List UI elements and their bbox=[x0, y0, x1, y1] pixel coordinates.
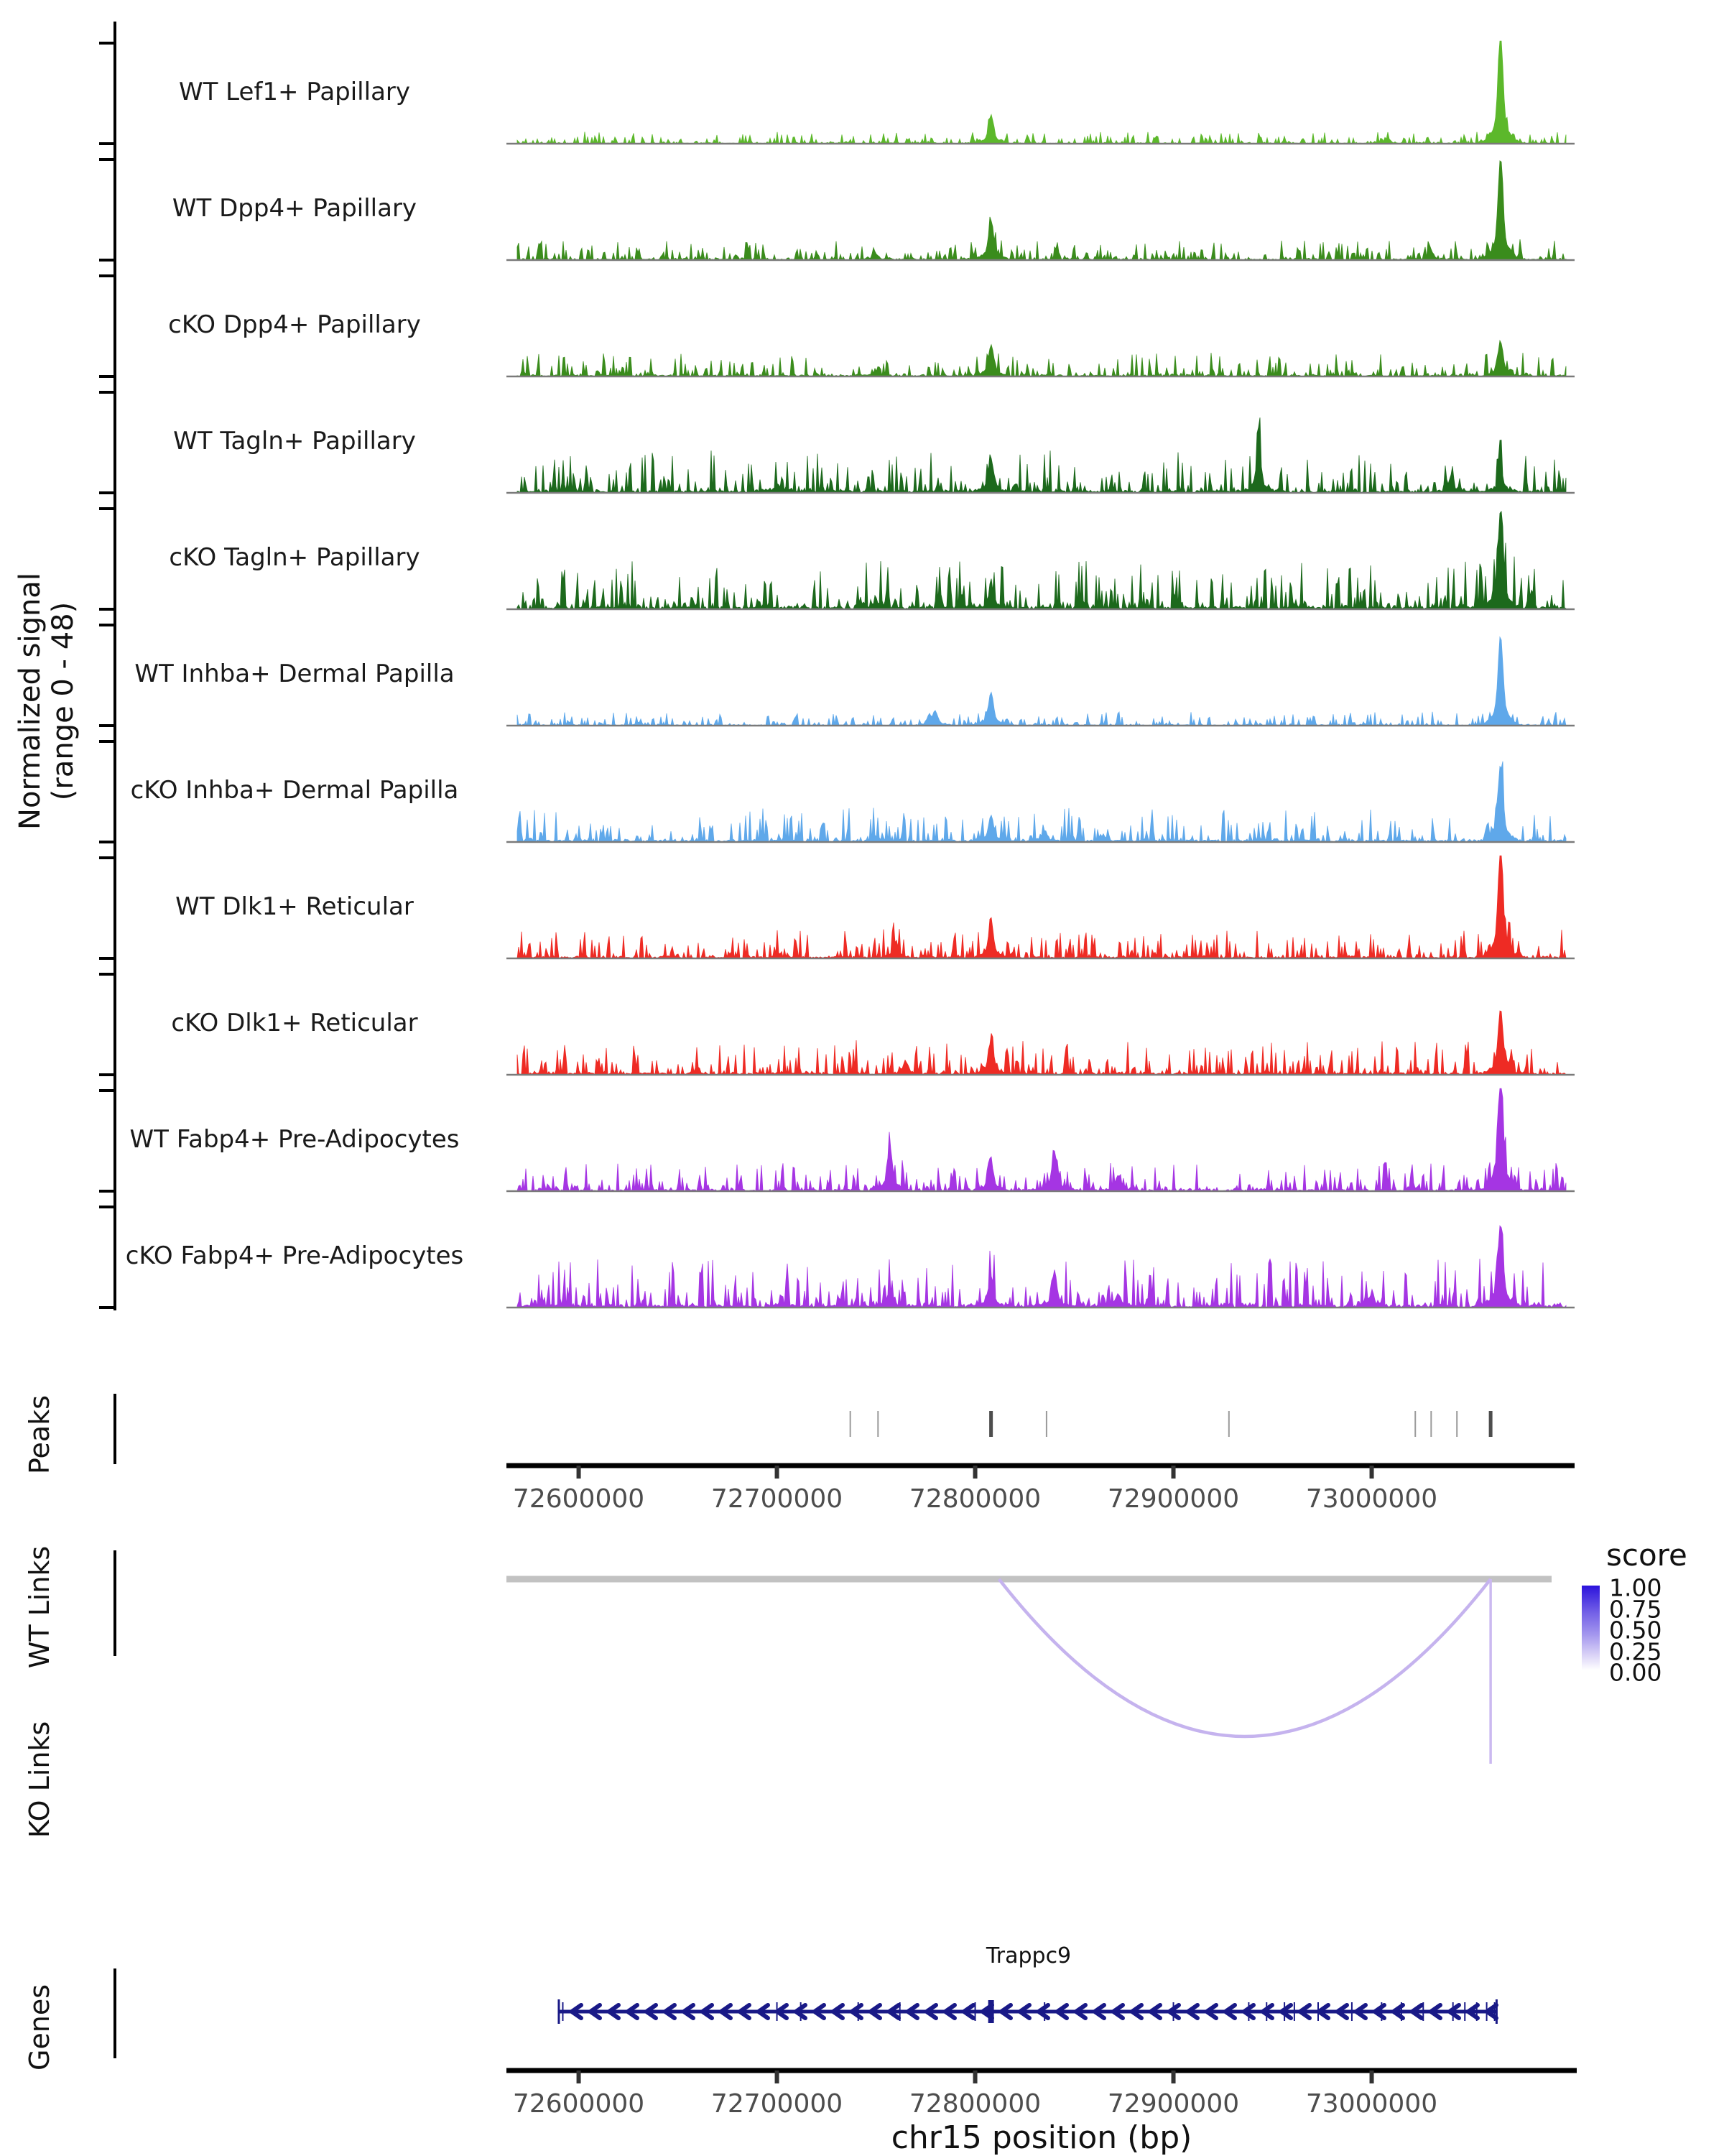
track-label-2: WT Dpp4+ Papillary bbox=[172, 194, 417, 223]
upper-axis-tick-label: 72900000 bbox=[1107, 1484, 1240, 1514]
score-legend-tick-label: 0.75 bbox=[1609, 1595, 1662, 1623]
signal-area-11 bbox=[517, 1226, 1566, 1308]
lower-axis-tick-label: 72800000 bbox=[909, 2089, 1042, 2119]
track-label-1: WT Lef1+ Papillary bbox=[178, 78, 411, 106]
signal-area-10 bbox=[517, 1088, 1566, 1191]
upper-axis-tick-label: 73000000 bbox=[1305, 1484, 1438, 1514]
signal-axis-label-line: (range 0 - 48) bbox=[47, 601, 80, 801]
score-legend-gradient-bar bbox=[1582, 1586, 1600, 1670]
upper-axis-tick-label: 72700000 bbox=[710, 1484, 843, 1514]
score-legend-tick-label: 0.00 bbox=[1609, 1658, 1662, 1687]
track-label-10: WT Fabp4+ Pre-Adipocytes bbox=[129, 1125, 460, 1154]
track-label-9: cKO Dlk1+ Reticular bbox=[171, 1009, 418, 1037]
track-label-7: cKO Inhba+ Dermal Papilla bbox=[130, 776, 459, 805]
track-label-6: WT Inhba+ Dermal Papilla bbox=[134, 660, 455, 688]
upper-axis-tick-label: 72800000 bbox=[909, 1484, 1042, 1514]
track-label-5: cKO Tagln+ Papillary bbox=[169, 543, 420, 572]
link-arc bbox=[999, 1579, 1491, 1736]
section-label-peaks: Peaks bbox=[24, 1394, 55, 1475]
section-label-ko-links: KO Links bbox=[24, 1721, 55, 1838]
signal-area-2 bbox=[517, 161, 1566, 260]
section-label-wt-links: WT Links bbox=[24, 1545, 55, 1669]
score-legend-title: score bbox=[1606, 1537, 1687, 1573]
track-label-8: WT Dlk1+ Reticular bbox=[175, 892, 414, 921]
signal-area-6 bbox=[517, 637, 1566, 726]
lower-axis-tick-label: 72900000 bbox=[1107, 2089, 1240, 2119]
signal-area-8 bbox=[517, 856, 1566, 958]
signal-axis-label-line: Normalized signal bbox=[14, 573, 47, 830]
gene-name-label: Trappc9 bbox=[986, 1943, 1072, 1968]
lower-axis-tick-label: 73000000 bbox=[1305, 2089, 1438, 2119]
x-axis-title: chr15 position (bp) bbox=[891, 2119, 1192, 2156]
track-label-11: cKO Fabp4+ Pre-Adipocytes bbox=[125, 1241, 464, 1270]
track-label-4: WT Tagln+ Papillary bbox=[173, 427, 416, 455]
lower-axis-tick-label: 72600000 bbox=[512, 2089, 645, 2119]
signal-area-1 bbox=[517, 41, 1566, 144]
score-legend-tick-label: 0.25 bbox=[1609, 1637, 1662, 1665]
track-label-3: cKO Dpp4+ Papillary bbox=[168, 310, 421, 339]
upper-axis-tick-label: 72600000 bbox=[512, 1484, 645, 1514]
signal-area-5 bbox=[517, 512, 1566, 609]
signal-area-3 bbox=[517, 341, 1566, 376]
score-legend-tick-label: 1.00 bbox=[1609, 1573, 1662, 1602]
signal-area-4 bbox=[517, 417, 1566, 493]
signal-area-7 bbox=[517, 762, 1566, 842]
section-label-genes: Genes bbox=[24, 1984, 55, 2071]
score-legend-tick-label: 0.50 bbox=[1609, 1616, 1662, 1644]
signal-area-9 bbox=[517, 1011, 1566, 1075]
lower-axis-tick-label: 72700000 bbox=[710, 2089, 843, 2119]
